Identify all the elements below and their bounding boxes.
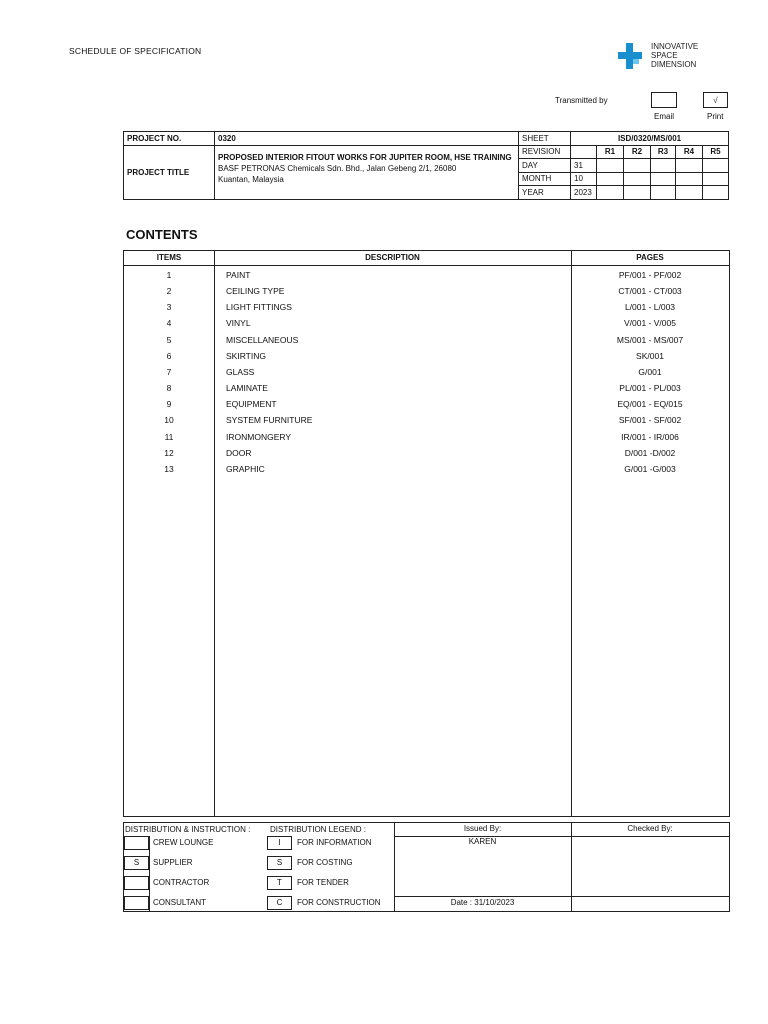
row-item-number: 6 (166, 350, 172, 361)
print-label: Print (707, 112, 724, 121)
row-pages: G/001 -G/003 (624, 463, 676, 474)
row-item-number: 3 (166, 302, 172, 313)
year-value: 2023 (571, 186, 597, 200)
legend-text: FOR CONSTRUCTION (297, 898, 381, 907)
row-pages: V/001 - V/005 (624, 318, 676, 329)
row-description: GRAPHIC (226, 463, 265, 474)
revision-r3: R3 (651, 145, 676, 159)
sheet-label: SHEET (519, 132, 571, 146)
project-info-table (123, 131, 729, 200)
project-title-main: PROPOSED INTERIOR FITOUT WORKS FOR JUPITER ROOM, HSE TRAINING (218, 152, 512, 162)
project-address-line-1: BASF PETRONAS Chemicals Sdn. Bhd., Jalan Gebeng 2/1, 26080 (218, 163, 457, 173)
legend-code: T (267, 876, 292, 890)
row-description: LIGHT FITTINGS (226, 302, 292, 313)
row-pages: IR/001 - IR/006 (621, 431, 679, 442)
row-description: LAMINATE (226, 383, 268, 394)
col-header-description: DESCRIPTION (214, 251, 571, 266)
table-row (124, 430, 729, 446)
row-pages: PL/001 - PL/003 (619, 383, 681, 394)
row-description: SKIRTING (226, 350, 266, 361)
row-item-number: 10 (164, 415, 174, 426)
row-description: DOOR (226, 447, 252, 458)
row-description: GLASS (226, 366, 255, 377)
day-label: DAY (519, 159, 571, 173)
legend-text: FOR TENDER (297, 878, 349, 887)
logo-line-2: SPACE (651, 51, 678, 60)
legend-code: S (267, 856, 292, 870)
row-pages: SF/001 - SF/002 (618, 415, 682, 426)
legend-code: C (267, 896, 292, 910)
row-description: IRONMONGERY (226, 431, 292, 442)
divider (149, 836, 150, 911)
row-item-number: 12 (164, 447, 174, 458)
month-label: MONTH (519, 172, 571, 186)
row-item-number: 5 (166, 334, 172, 345)
email-label: Email (654, 112, 675, 121)
recipient-checkbox[interactable] (124, 836, 149, 850)
row-pages: PF/001 - PF/002 (618, 270, 682, 280)
row-pages: D/001 -D/002 (624, 447, 676, 458)
row-description: EQUIPMENT (226, 399, 277, 410)
row-item-number: 9 (166, 399, 172, 410)
table-row (124, 462, 729, 478)
month-value: 10 (571, 172, 597, 186)
recipient-name: SUPPLIER (153, 858, 193, 867)
row-description: VINYL (226, 318, 251, 329)
distribution-instruction-label: DISTRIBUTION & INSTRUCTION : (125, 825, 251, 834)
col-header-items: ITEMS (124, 251, 214, 266)
logo-line-1: INNOVATIVE (651, 42, 699, 51)
row-pages: EQ/001 - EQ/015 (617, 399, 683, 410)
contents-table (123, 250, 730, 817)
legend-code: I (267, 836, 292, 850)
recipient-name: CONSULTANT (153, 898, 207, 907)
checked-by-label: Checked By: (627, 824, 673, 833)
sheet-value: ISD/0320/MS/001 (571, 132, 729, 146)
table-row (124, 316, 729, 332)
divider (394, 896, 729, 897)
transmitted-by-label: Transmitted by (555, 96, 608, 105)
email-checkbox[interactable] (651, 92, 677, 108)
table-row (124, 381, 729, 397)
issue-date: Date : 31/10/2023 (450, 898, 515, 907)
divider (571, 823, 572, 911)
day-value: 31 (571, 159, 597, 173)
table-row (124, 413, 729, 429)
row-description: PAINT (226, 270, 251, 280)
project-title-cell (215, 145, 519, 199)
distribution-section (123, 822, 730, 912)
table-row (124, 333, 729, 349)
row-item-number: 4 (166, 318, 172, 329)
print-checkbox[interactable]: √ (703, 92, 728, 108)
recipient-checkbox[interactable] (124, 896, 149, 910)
table-row (124, 397, 729, 413)
revision-r1: R1 (597, 145, 624, 159)
table-row (124, 446, 729, 462)
legend-text: FOR COSTING (297, 858, 353, 867)
row-description: CEILING TYPE (226, 286, 285, 297)
recipient-checkbox[interactable] (124, 876, 149, 890)
logo-line-3: DIMENSION (651, 60, 697, 69)
row-pages: G/001 (638, 366, 662, 377)
row-pages: L/001 - L/003 (624, 302, 676, 313)
contents-title: CONTENTS (126, 227, 198, 242)
revision-blank (571, 145, 597, 159)
row-pages: SK/001 (636, 350, 664, 361)
col-header-pages: PAGES (571, 251, 729, 266)
row-pages: MS/001 - MS/007 (616, 334, 684, 345)
recipient-name: CONTRACTOR (153, 878, 210, 887)
table-row (124, 349, 729, 365)
project-no-label: PROJECT NO. (124, 132, 215, 146)
row-item-number: 7 (166, 366, 172, 377)
row-item-number: 11 (164, 431, 174, 442)
project-address-line-2: Kuantan, Malaysia (218, 174, 284, 184)
recipient-name: CREW LOUNGE (153, 838, 214, 847)
year-label: YEAR (519, 186, 571, 200)
legend-text: FOR INFORMATION (297, 838, 372, 847)
issued-by-name: KAREN (468, 837, 497, 846)
revision-label: REVISION (519, 145, 571, 159)
row-pages: CT/001 - CT/003 (618, 286, 682, 297)
row-item-number: 1 (166, 270, 172, 280)
revision-r5: R5 (703, 145, 729, 159)
table-row (124, 284, 729, 300)
table-row (124, 268, 729, 284)
issued-by-label: Issued By: (463, 824, 502, 833)
project-title-label: PROJECT TITLE (124, 145, 215, 199)
table-row (124, 300, 729, 316)
document-label: SCHEDULE OF SPECIFICATION (69, 46, 202, 56)
row-item-number: 13 (164, 463, 174, 474)
table-row (124, 365, 729, 381)
logo-text (651, 42, 698, 69)
row-description: MISCELLANEOUS (226, 334, 299, 345)
row-description: SYSTEM FURNITURE (226, 415, 313, 426)
project-no-value: 0320 (215, 132, 519, 146)
row-item-number: 8 (166, 383, 172, 394)
recipient-checkbox[interactable]: S (124, 856, 149, 870)
distribution-legend-label: DISTRIBUTION LEGEND : (270, 825, 367, 834)
row-item-number: 2 (166, 286, 172, 297)
revision-r2: R2 (624, 145, 651, 159)
revision-r4: R4 (676, 145, 703, 159)
